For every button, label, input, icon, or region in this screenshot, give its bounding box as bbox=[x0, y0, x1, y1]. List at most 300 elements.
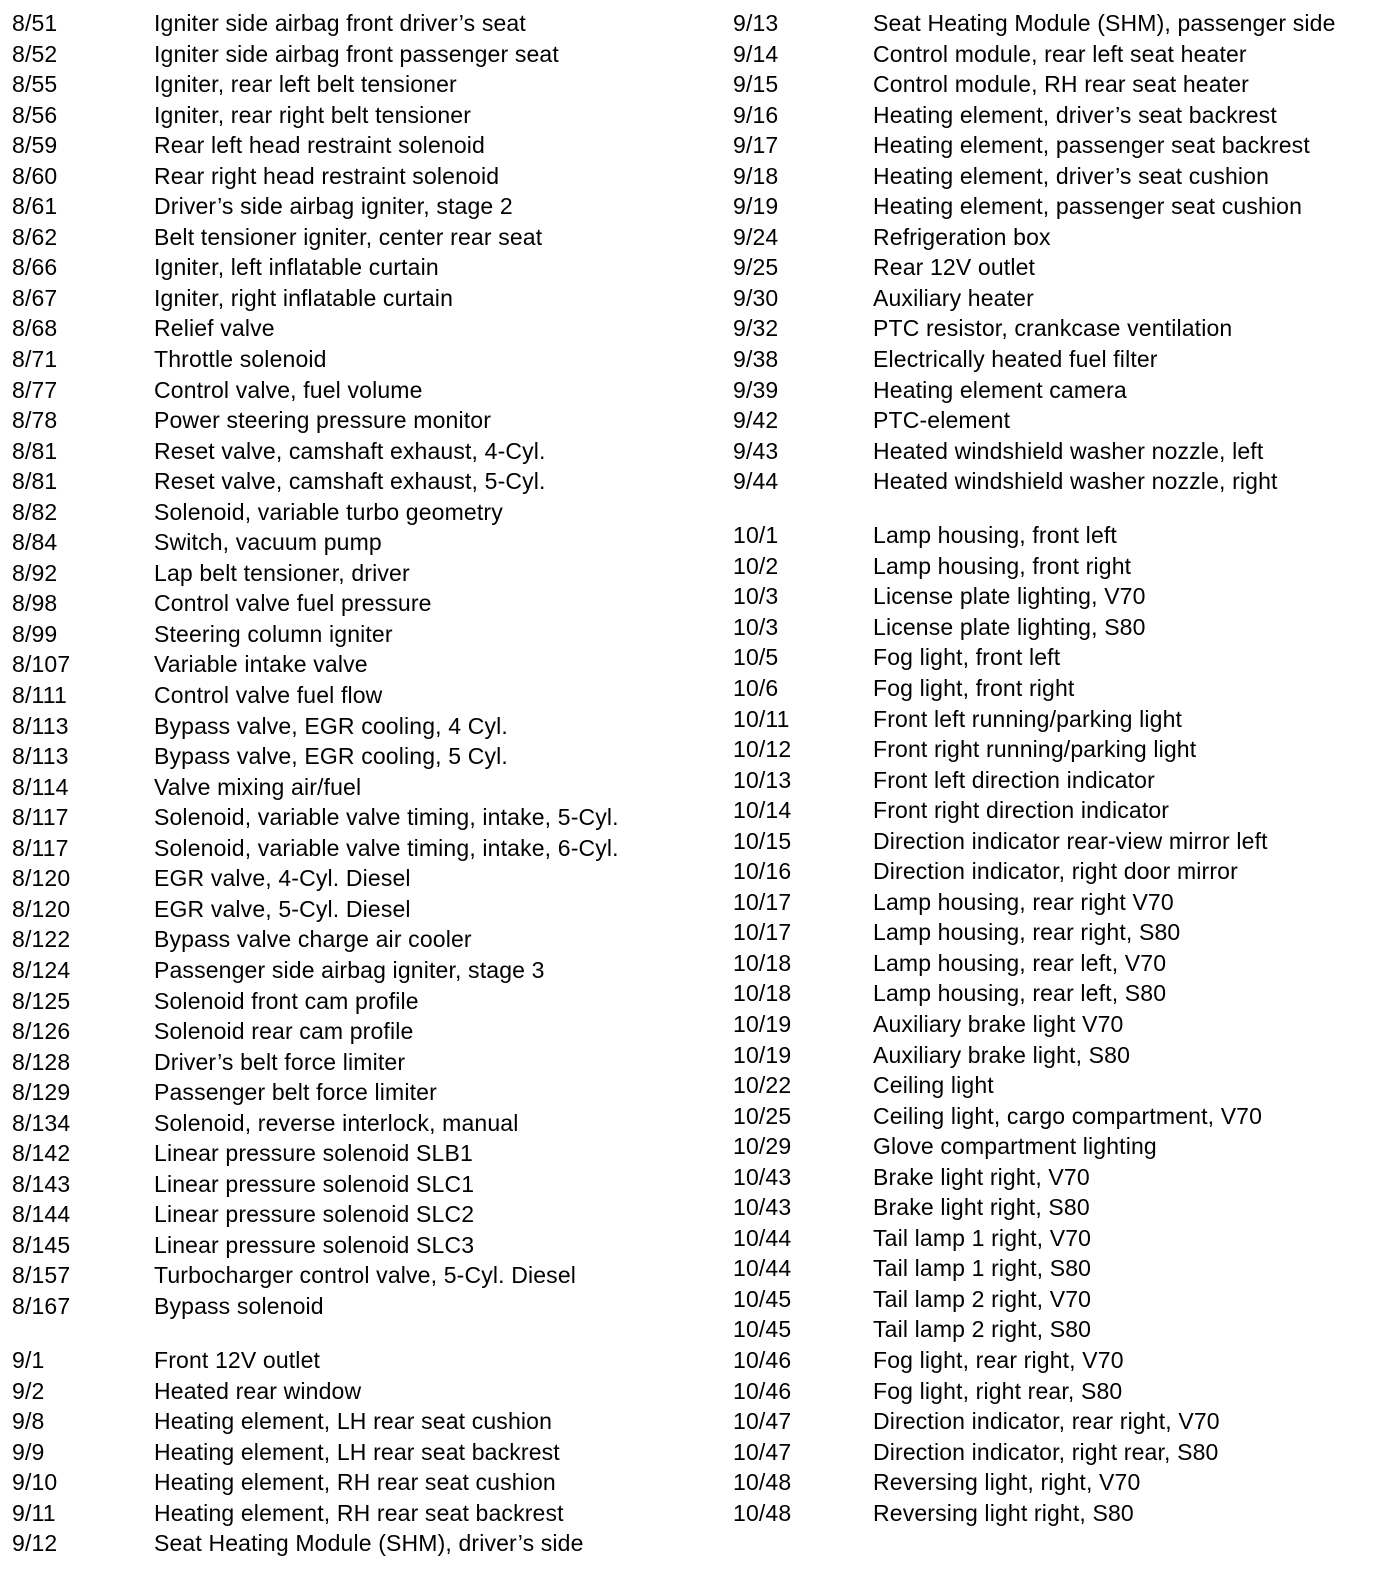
component-row bbox=[12, 986, 712, 1017]
component-row bbox=[733, 405, 1383, 436]
component-row bbox=[12, 466, 712, 497]
component-description: EGR valve, 5-Cyl. Diesel bbox=[154, 895, 411, 922]
component-description: Heating element, RH rear seat backrest bbox=[154, 1499, 564, 1526]
component-code: 9/38 bbox=[733, 346, 779, 373]
component-code: 9/2 bbox=[12, 1377, 45, 1404]
component-code: 9/19 bbox=[733, 193, 779, 220]
component-description: Fog light, front right bbox=[873, 674, 1075, 701]
component-code: 8/157 bbox=[12, 1262, 71, 1289]
component-description: Lamp housing, front right bbox=[873, 552, 1132, 579]
component-description: Heating element, passenger seat cushion bbox=[873, 193, 1303, 220]
component-description: Linear pressure solenoid SLC2 bbox=[154, 1201, 475, 1228]
component-row bbox=[733, 222, 1383, 253]
component-row bbox=[12, 1291, 712, 1322]
component-description: Variable intake valve bbox=[154, 651, 368, 678]
component-description: Heating element, LH rear seat backrest bbox=[154, 1438, 560, 1465]
component-description: Auxiliary brake light V70 bbox=[873, 1011, 1124, 1037]
component-row bbox=[733, 100, 1383, 131]
component-description: Reversing light, right, V70 bbox=[873, 1469, 1141, 1496]
component-row bbox=[733, 161, 1383, 192]
component-code: 8/128 bbox=[12, 1048, 71, 1075]
component-code: 8/60 bbox=[12, 162, 58, 189]
component-row bbox=[12, 191, 712, 222]
component-code: 9/32 bbox=[733, 315, 779, 342]
component-row bbox=[733, 917, 1383, 948]
component-description: Control valve fuel flow bbox=[154, 682, 383, 709]
component-description: Ceiling light bbox=[873, 1072, 994, 1099]
component-code: 10/48 bbox=[733, 1469, 792, 1496]
component-description: Linear pressure solenoid SLB1 bbox=[154, 1140, 473, 1167]
component-row bbox=[733, 1040, 1383, 1071]
component-row bbox=[12, 1047, 712, 1078]
component-description: Lamp housing, rear right V70 bbox=[873, 888, 1174, 915]
component-code: 9/1 bbox=[12, 1347, 45, 1374]
component-row bbox=[733, 313, 1383, 344]
component-code: 8/81 bbox=[12, 468, 58, 495]
component-description: Tail lamp 1 right, S80 bbox=[873, 1255, 1092, 1282]
component-code: 10/13 bbox=[733, 766, 792, 793]
component-code: 8/122 bbox=[12, 926, 71, 953]
component-description: Heated rear window bbox=[154, 1377, 362, 1404]
component-row bbox=[733, 1070, 1383, 1101]
component-row bbox=[733, 1162, 1383, 1193]
component-row bbox=[12, 527, 712, 558]
component-description: Igniter side airbag front passenger seat bbox=[154, 40, 559, 67]
component-code: 10/44 bbox=[733, 1224, 792, 1251]
component-row bbox=[12, 1467, 712, 1498]
component-row bbox=[733, 1406, 1383, 1437]
component-description: Fog light, front left bbox=[873, 644, 1061, 671]
section-gap bbox=[733, 497, 1383, 521]
component-description: Bypass valve, EGR cooling, 5 Cyl. bbox=[154, 743, 508, 770]
component-code: 8/55 bbox=[12, 71, 58, 98]
component-row bbox=[733, 948, 1383, 979]
component-code: 9/11 bbox=[12, 1499, 56, 1526]
component-description: Direction indicator rear-view mirror left bbox=[873, 827, 1268, 854]
component-description: Solenoid, reverse interlock, manual bbox=[154, 1109, 519, 1136]
component-description: PTC-element bbox=[873, 407, 1011, 434]
component-row bbox=[12, 558, 712, 589]
component-code: 8/77 bbox=[12, 376, 58, 403]
component-description: Brake light right, V70 bbox=[873, 1163, 1090, 1190]
component-code: 8/61 bbox=[12, 193, 58, 220]
component-row bbox=[733, 436, 1383, 467]
component-description: Heating element, driver’s seat backrest bbox=[873, 101, 1277, 128]
component-row bbox=[733, 191, 1383, 222]
component-list-left-column bbox=[12, 8, 712, 1559]
component-description: Lamp housing, rear right, S80 bbox=[873, 919, 1181, 946]
component-code: 8/68 bbox=[12, 315, 58, 342]
component-row bbox=[733, 1498, 1383, 1529]
component-row bbox=[733, 734, 1383, 765]
component-description: Reset valve, camshaft exhaust, 5-Cyl. bbox=[154, 468, 546, 495]
component-code: 10/48 bbox=[733, 1499, 792, 1526]
component-description: Valve mixing air/fuel bbox=[154, 773, 362, 800]
component-description: Direction indicator, right rear, S80 bbox=[873, 1438, 1219, 1465]
component-description: Solenoid, variable valve timing, intake, 5-Cyl. bbox=[154, 804, 619, 831]
component-code: 10/45 bbox=[733, 1285, 792, 1312]
component-description: Bypass valve, EGR cooling, 4 Cyl. bbox=[154, 712, 508, 739]
component-code: 8/113 bbox=[12, 743, 69, 770]
component-description: Solenoid rear cam profile bbox=[154, 1018, 414, 1045]
component-description: Heating element camera bbox=[873, 376, 1127, 403]
component-code: 10/47 bbox=[733, 1408, 792, 1435]
component-row bbox=[12, 1138, 712, 1169]
component-description: Ceiling light, cargo compartment, V70 bbox=[873, 1102, 1263, 1129]
component-description: License plate lighting, V70 bbox=[873, 583, 1146, 610]
component-row bbox=[733, 1192, 1383, 1223]
component-description: EGR valve, 4-Cyl. Diesel bbox=[154, 865, 411, 892]
component-row bbox=[12, 772, 712, 803]
component-row bbox=[12, 405, 712, 436]
component-row bbox=[12, 1528, 712, 1559]
component-row bbox=[12, 1169, 712, 1200]
component-description: Heating element, passenger seat backrest bbox=[873, 132, 1310, 159]
component-description: Bypass solenoid bbox=[154, 1292, 324, 1319]
component-description: Lamp housing, rear left, S80 bbox=[873, 980, 1167, 1007]
component-code: 10/47 bbox=[733, 1438, 792, 1465]
component-row bbox=[12, 924, 712, 955]
component-row bbox=[733, 795, 1383, 826]
component-code: 10/43 bbox=[733, 1194, 792, 1221]
component-code: 10/14 bbox=[733, 797, 792, 824]
component-code: 9/9 bbox=[12, 1438, 45, 1465]
component-row bbox=[12, 39, 712, 70]
component-row bbox=[12, 619, 712, 650]
component-code: 9/17 bbox=[733, 132, 779, 159]
component-description: Tail lamp 1 right, V70 bbox=[873, 1224, 1092, 1251]
component-code: 8/62 bbox=[12, 223, 58, 250]
component-row bbox=[12, 863, 712, 894]
component-row bbox=[12, 955, 712, 986]
component-row bbox=[12, 100, 712, 131]
component-row bbox=[733, 826, 1383, 857]
component-row bbox=[733, 1101, 1383, 1132]
component-row bbox=[733, 673, 1383, 704]
component-row bbox=[733, 1284, 1383, 1315]
component-description: Front 12V outlet bbox=[154, 1347, 321, 1374]
component-row bbox=[733, 1223, 1383, 1254]
component-code: 9/43 bbox=[733, 437, 779, 464]
component-code: 10/18 bbox=[733, 980, 792, 1007]
component-description: Tail lamp 2 right, S80 bbox=[873, 1316, 1092, 1343]
component-code: 9/24 bbox=[733, 223, 779, 250]
component-code: 8/126 bbox=[12, 1018, 71, 1045]
component-description: Igniter, rear right belt tensioner bbox=[154, 101, 472, 128]
component-code: 10/43 bbox=[733, 1163, 792, 1190]
component-description: Driver’s side airbag igniter, stage 2 bbox=[154, 193, 513, 220]
component-description: Seat Heating Module (SHM), driver’s side bbox=[154, 1530, 584, 1557]
component-row bbox=[733, 344, 1383, 375]
component-row bbox=[733, 642, 1383, 673]
component-row bbox=[733, 1131, 1383, 1162]
component-row bbox=[12, 680, 712, 711]
component-code: 9/44 bbox=[733, 468, 779, 495]
component-row bbox=[12, 161, 712, 192]
component-code: 8/71 bbox=[12, 346, 58, 373]
component-description: Direction indicator, rear right, V70 bbox=[873, 1408, 1220, 1435]
component-row bbox=[733, 1009, 1383, 1040]
component-code: 8/129 bbox=[12, 1079, 71, 1106]
component-description: Igniter, rear left belt tensioner bbox=[154, 71, 457, 98]
component-code: 9/14 bbox=[733, 40, 779, 67]
component-code: 8/98 bbox=[12, 590, 58, 617]
component-code: 10/3 bbox=[733, 583, 779, 610]
component-description: Direction indicator, right door mirror bbox=[873, 858, 1238, 885]
component-description: Tail lamp 2 right, V70 bbox=[873, 1285, 1092, 1312]
component-description: Igniter, left inflatable curtain bbox=[154, 254, 439, 281]
component-code: 10/29 bbox=[733, 1133, 792, 1160]
component-row bbox=[733, 551, 1383, 582]
component-description: Turbocharger control valve, 5-Cyl. Diesel bbox=[154, 1262, 577, 1289]
component-code: 9/25 bbox=[733, 254, 779, 281]
component-description: Auxiliary brake light, S80 bbox=[873, 1041, 1131, 1068]
component-code: 9/18 bbox=[733, 162, 779, 189]
component-description: Belt tensioner igniter, center rear seat bbox=[154, 223, 543, 250]
component-row bbox=[12, 436, 712, 467]
component-code: 9/13 bbox=[733, 10, 779, 36]
component-description: Heating element, RH rear seat cushion bbox=[154, 1469, 556, 1496]
component-code: 9/42 bbox=[733, 407, 779, 434]
component-row bbox=[12, 649, 712, 680]
component-code: 8/117 bbox=[12, 834, 69, 861]
component-code: 9/39 bbox=[733, 376, 779, 403]
component-description: Solenoid, variable turbo geometry bbox=[154, 498, 503, 525]
component-code: 8/113 bbox=[12, 712, 69, 739]
component-description: Linear pressure solenoid SLC1 bbox=[154, 1170, 475, 1197]
component-description: Switch, vacuum pump bbox=[154, 529, 382, 556]
component-code: 10/12 bbox=[733, 736, 792, 763]
component-row bbox=[733, 252, 1383, 283]
component-code: 10/22 bbox=[733, 1072, 792, 1099]
component-description: Control valve, fuel volume bbox=[154, 376, 423, 403]
component-description: Heated windshield washer nozzle, left bbox=[873, 437, 1264, 464]
component-description: Control module, rear left seat heater bbox=[873, 40, 1247, 67]
component-row bbox=[733, 765, 1383, 796]
component-code: 9/8 bbox=[12, 1408, 45, 1435]
component-code: 8/145 bbox=[12, 1231, 71, 1258]
component-row bbox=[733, 704, 1383, 735]
component-description: Reset valve, camshaft exhaust, 4-Cyl. bbox=[154, 437, 546, 464]
component-code: 8/114 bbox=[12, 773, 69, 800]
component-code: 8/107 bbox=[12, 651, 71, 678]
component-description: Lamp housing, front left bbox=[873, 522, 1117, 549]
component-code: 9/30 bbox=[733, 284, 779, 311]
component-code: 8/120 bbox=[12, 865, 71, 892]
component-code: 8/144 bbox=[12, 1201, 71, 1228]
component-description: PTC resistor, crankcase ventilation bbox=[873, 315, 1233, 342]
component-description: Brake light right, S80 bbox=[873, 1194, 1090, 1221]
component-code: 8/66 bbox=[12, 254, 58, 281]
component-row bbox=[733, 1345, 1383, 1376]
component-description: Front right running/parking light bbox=[873, 736, 1197, 763]
component-row bbox=[12, 1108, 712, 1139]
component-code: 9/15 bbox=[733, 71, 779, 98]
component-description: Front left direction indicator bbox=[873, 766, 1155, 793]
component-code: 10/17 bbox=[733, 919, 792, 946]
component-row bbox=[12, 344, 712, 375]
component-code: 10/1 bbox=[733, 522, 779, 549]
component-code: 8/117 bbox=[12, 804, 69, 831]
component-code: 10/16 bbox=[733, 858, 792, 885]
component-row bbox=[733, 1253, 1383, 1284]
component-code: 10/25 bbox=[733, 1102, 792, 1129]
component-row bbox=[12, 313, 712, 344]
component-row bbox=[733, 39, 1383, 70]
component-code: 10/5 bbox=[733, 644, 779, 671]
component-row bbox=[12, 711, 712, 742]
component-code: 8/78 bbox=[12, 407, 58, 434]
component-code: 10/46 bbox=[733, 1377, 792, 1404]
component-code: 10/17 bbox=[733, 888, 792, 915]
component-row bbox=[12, 69, 712, 100]
component-row bbox=[733, 1314, 1383, 1345]
component-description: Refrigeration box bbox=[873, 223, 1051, 250]
component-code: 8/82 bbox=[12, 498, 58, 525]
component-description: Solenoid front cam profile bbox=[154, 987, 419, 1014]
component-description: Front right direction indicator bbox=[873, 797, 1170, 824]
component-description: Power steering pressure monitor bbox=[154, 407, 492, 434]
component-row bbox=[12, 130, 712, 161]
component-description: Glove compartment lighting bbox=[873, 1133, 1157, 1160]
component-description: Heated windshield washer nozzle, right bbox=[873, 468, 1278, 495]
component-code: 10/3 bbox=[733, 613, 779, 640]
component-description: Heating element, LH rear seat cushion bbox=[154, 1408, 553, 1435]
section-gap bbox=[12, 1322, 712, 1346]
component-row bbox=[733, 978, 1383, 1009]
component-description: Lap belt tensioner, driver bbox=[154, 559, 410, 586]
component-description: Control module, RH rear seat heater bbox=[873, 71, 1249, 98]
component-description: Seat Heating Module (SHM), passenger side bbox=[873, 10, 1336, 36]
component-code: 8/167 bbox=[12, 1292, 71, 1319]
component-description: Front left running/parking light bbox=[873, 705, 1183, 732]
component-description: Rear 12V outlet bbox=[873, 254, 1036, 281]
component-row bbox=[12, 1406, 712, 1437]
component-row bbox=[733, 130, 1383, 161]
component-row bbox=[12, 283, 712, 314]
component-code: 8/81 bbox=[12, 437, 58, 464]
component-code: 8/143 bbox=[12, 1170, 71, 1197]
component-row bbox=[733, 520, 1383, 551]
component-description: Lamp housing, rear left, V70 bbox=[873, 949, 1167, 976]
component-row bbox=[733, 466, 1383, 497]
component-list-right-column bbox=[733, 8, 1383, 1528]
component-description: Passenger side airbag igniter, stage 3 bbox=[154, 956, 545, 983]
component-row bbox=[12, 741, 712, 772]
component-row bbox=[12, 1016, 712, 1047]
component-code: 8/111 bbox=[12, 682, 67, 709]
component-code: 8/134 bbox=[12, 1109, 71, 1136]
component-description: Fog light, rear right, V70 bbox=[873, 1347, 1124, 1374]
component-code: 9/10 bbox=[12, 1469, 58, 1496]
component-description: Bypass valve charge air cooler bbox=[154, 926, 472, 953]
component-code: 10/18 bbox=[733, 949, 792, 976]
component-description: Throttle solenoid bbox=[154, 346, 327, 373]
component-description: Reversing light right, S80 bbox=[873, 1499, 1134, 1526]
component-code: 8/124 bbox=[12, 956, 71, 983]
component-row bbox=[12, 497, 712, 528]
component-code: 8/51 bbox=[12, 10, 58, 36]
component-description: Rear left head restraint solenoid bbox=[154, 132, 485, 159]
component-row bbox=[12, 1498, 712, 1529]
component-code: 10/15 bbox=[733, 827, 792, 854]
component-code: 8/92 bbox=[12, 559, 58, 586]
component-row bbox=[733, 612, 1383, 643]
component-row bbox=[12, 588, 712, 619]
component-code: 8/99 bbox=[12, 620, 58, 647]
component-row bbox=[12, 8, 712, 39]
component-row bbox=[733, 283, 1383, 314]
component-row bbox=[733, 856, 1383, 887]
component-code: 8/52 bbox=[12, 40, 58, 67]
component-row bbox=[733, 1467, 1383, 1498]
component-row bbox=[733, 69, 1383, 100]
component-row bbox=[733, 375, 1383, 406]
component-code: 9/12 bbox=[12, 1530, 58, 1557]
component-code: 9/16 bbox=[733, 101, 779, 128]
component-row bbox=[12, 1437, 712, 1468]
component-row bbox=[12, 802, 712, 833]
component-code: 10/19 bbox=[733, 1041, 792, 1068]
component-code: 8/120 bbox=[12, 895, 71, 922]
component-description: Auxiliary heater bbox=[873, 284, 1034, 311]
component-description: Igniter, right inflatable curtain bbox=[154, 284, 454, 311]
component-code: 8/67 bbox=[12, 284, 58, 311]
component-row bbox=[12, 375, 712, 406]
component-code: 8/59 bbox=[12, 132, 58, 159]
component-code: 8/56 bbox=[12, 101, 58, 128]
component-description: Solenoid, variable valve timing, intake, 6-Cyl. bbox=[154, 834, 619, 861]
component-description: Rear right head restraint solenoid bbox=[154, 162, 500, 189]
component-code: 8/84 bbox=[12, 529, 58, 556]
component-row bbox=[12, 833, 712, 864]
component-row bbox=[733, 1376, 1383, 1407]
component-description: Relief valve bbox=[154, 315, 275, 342]
component-code: 10/19 bbox=[733, 1011, 792, 1037]
component-row bbox=[12, 1345, 712, 1376]
component-row bbox=[733, 581, 1383, 612]
component-row bbox=[733, 887, 1383, 918]
component-description: Fog light, right rear, S80 bbox=[873, 1377, 1123, 1404]
component-row bbox=[12, 252, 712, 283]
component-row bbox=[733, 1437, 1383, 1468]
component-description: Electrically heated fuel filter bbox=[873, 346, 1158, 373]
component-row bbox=[12, 222, 712, 253]
component-description: Control valve fuel pressure bbox=[154, 590, 432, 617]
component-description: Driver’s belt force limiter bbox=[154, 1048, 406, 1075]
component-row bbox=[12, 1199, 712, 1230]
component-row bbox=[733, 8, 1383, 39]
component-row bbox=[12, 1077, 712, 1108]
component-row bbox=[12, 1260, 712, 1291]
component-description: Passenger belt force limiter bbox=[154, 1079, 437, 1106]
component-description: License plate lighting, S80 bbox=[873, 613, 1146, 640]
component-code: 8/142 bbox=[12, 1140, 71, 1167]
component-row bbox=[12, 1230, 712, 1261]
component-code: 8/125 bbox=[12, 987, 71, 1014]
component-description: Igniter side airbag front driver’s seat bbox=[154, 10, 526, 36]
component-description: Steering column igniter bbox=[154, 620, 393, 647]
component-description: Heating element, driver’s seat cushion bbox=[873, 162, 1270, 189]
component-description: Linear pressure solenoid SLC3 bbox=[154, 1231, 475, 1258]
component-code: 10/11 bbox=[733, 705, 790, 732]
component-code: 10/6 bbox=[733, 674, 779, 701]
component-row bbox=[12, 1376, 712, 1407]
component-code: 10/44 bbox=[733, 1255, 792, 1282]
component-row bbox=[12, 894, 712, 925]
component-code: 10/2 bbox=[733, 552, 779, 579]
component-code: 10/46 bbox=[733, 1347, 792, 1374]
